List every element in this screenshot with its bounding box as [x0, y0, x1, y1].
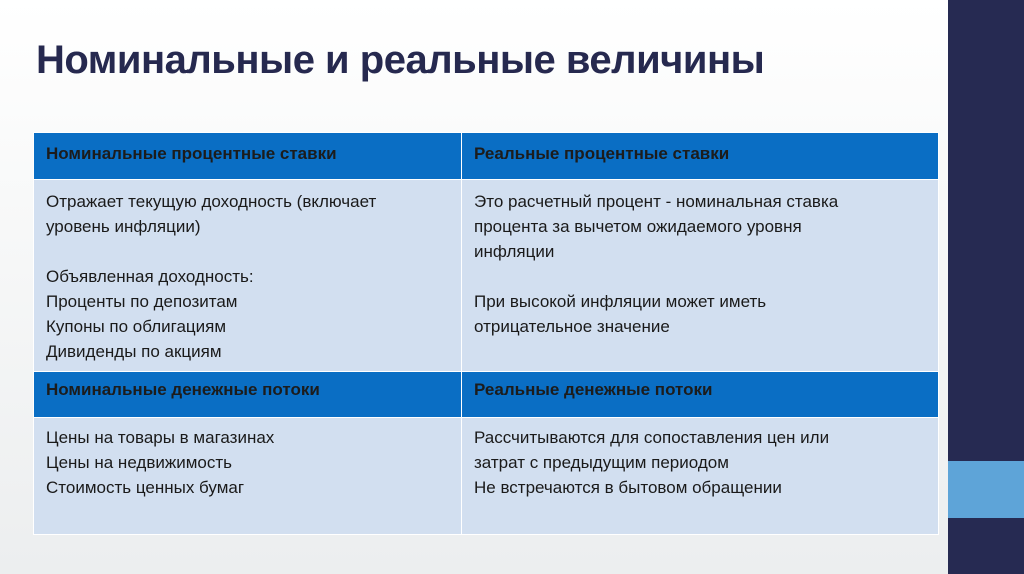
cell-line: затрат с предыдущим периодом [474, 453, 729, 472]
cell-line: Проценты по депозитам [46, 292, 238, 311]
table-header-row [34, 133, 939, 180]
cell-line: Это расчетный процент - номинальная ставка [474, 192, 839, 211]
cell-line: Не встречаются в бытовом обращении [474, 478, 782, 497]
cell-line: отрицательное значение [474, 317, 670, 336]
comparison-table [33, 132, 939, 535]
cell-line: Купоны по облигациям [46, 317, 227, 336]
cell-line: Цены на недвижимость [46, 453, 232, 472]
slide-title: Номинальные и реальные величины [36, 38, 765, 82]
cell-line: инфляции [474, 242, 555, 261]
cell-real-rates [462, 180, 939, 372]
header-nominal-rates: Номинальные процентные ставки [34, 133, 462, 180]
header-real-rates: Реальные процентные ставки [462, 133, 939, 180]
cell-nominal-rates [34, 180, 462, 372]
side-accent-block [948, 461, 1024, 518]
cell-line: Цены на товары в магазинах [46, 428, 275, 447]
cell-line: Рассчитываются для сопоставления цен или [474, 428, 830, 447]
line-gap [46, 239, 449, 264]
cell-line: уровень инфляции) [46, 217, 201, 236]
cell-real-cashflows [462, 418, 939, 535]
cell-line: Отражает текущую доходность (включает [46, 192, 377, 211]
header-nominal-cashflows: Номинальные денежные потоки [34, 372, 462, 418]
table-header-row [34, 372, 939, 418]
line-gap [474, 264, 926, 289]
cell-line: Объявленная доходность: [46, 267, 254, 286]
cell-nominal-cashflows [34, 418, 462, 535]
table-row [34, 418, 939, 535]
cell-line: процента за вычетом ожидаемого уровня [474, 217, 802, 236]
cell-line: Дивиденды по акциям [46, 342, 222, 361]
table-row [34, 180, 939, 372]
cell-line: При высокой инфляции может иметь [474, 292, 767, 311]
header-real-cashflows: Реальные денежные потоки [462, 372, 939, 418]
cell-line: Стоимость ценных бумаг [46, 478, 245, 497]
